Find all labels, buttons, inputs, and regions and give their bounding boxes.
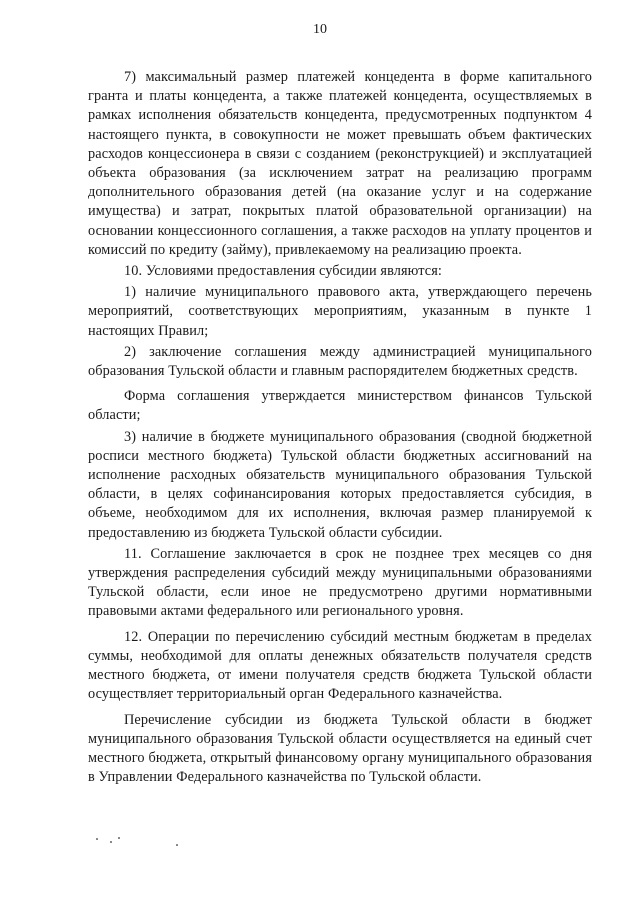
paragraph-clause-12: 12. Операции по перечислению субсидий местным бюджетам в пределах суммы, необходимой для оплаты денежных обязательств получателя средств местного бюджета, от имени получателя средств бюджета Тульской области осуществляет территориальный орган Федерального казначейства. [88,628,592,703]
paragraph-condition-3: 3) наличие в бюджете муниципального образования (сводной бюджетной росписи местного бюджета) Тульской области бюджетных ассигнований на исполнение расходных обязательств муниципального образования Тульской области, в целях софинансирования которых предоставляется субсидия, в объеме, необходимом для их исполнения, включая размер планируемой к предоставлению из бюджета Тульской области субсидии. [88,428,592,541]
page-number: 10 [313,22,327,37]
paragraph-condition-1: 1) наличие муниципального правового акта, утверждающего перечень мероприятий, соответствующих мероприятиям, указанным в пункте 1 настоящих Правил; [88,284,592,339]
paragraph-agreement-form: Форма соглашения утверждается министерством финансов Тульской области; [88,388,592,424]
paragraph-transfer: Перечисление субсидии из бюджета Тульской области в бюджет муниципального образования Тульской области осуществляется на единый счет местного бюджета, открытый финансовому органу муниципального образования в Управлении Федерального казначейства по Тульской области. [88,711,592,786]
paragraph-condition-2: 2) заключение соглашения между администрацией муниципального образования Тульской области и главным распорядителем бюджетных средств. [88,343,592,380]
paragraph-item-7: 7) максимальный размер платежей концедента в форме капитального гранта и платы концедента, а также платежей концедента, осуществляемых в рамках исполнения обязательств концедента, предусмотренных подпунктом 4 настоящего пункта, в совокупности не может превышать объем фактических расходов концессионера в связи с созданием (реконструкцией) и эксплуатацией объекта образования (за исключением затрат на реализацию программ дополнительного образования детей (на оказание услуг и на содержание имущества) и затрат, покрытых платой образовательной организации) на основании концессионного соглашения, а также расходов на уплату процентов и комиссий по кредиту (займу), привлекаемому на реализацию проекта. [88,69,592,258]
scan-speck [96,838,98,840]
document-body [88,68,592,787]
paragraph-clause-11: 11. Соглашение заключается в срок не позднее трех месяцев со дня утверждения распределения субсидий между муниципальными образованиями Тульской области, если иное не предусмотрено другими нормативными правовыми актами федерального или регионального уровня. [88,545,592,620]
scan-speck [118,837,120,839]
scan-speck [110,841,112,843]
paragraph-clause-10: 10. Условиями предоставления субсидии являются: [124,263,442,280]
scan-specks [96,836,186,850]
scan-speck [176,844,178,846]
